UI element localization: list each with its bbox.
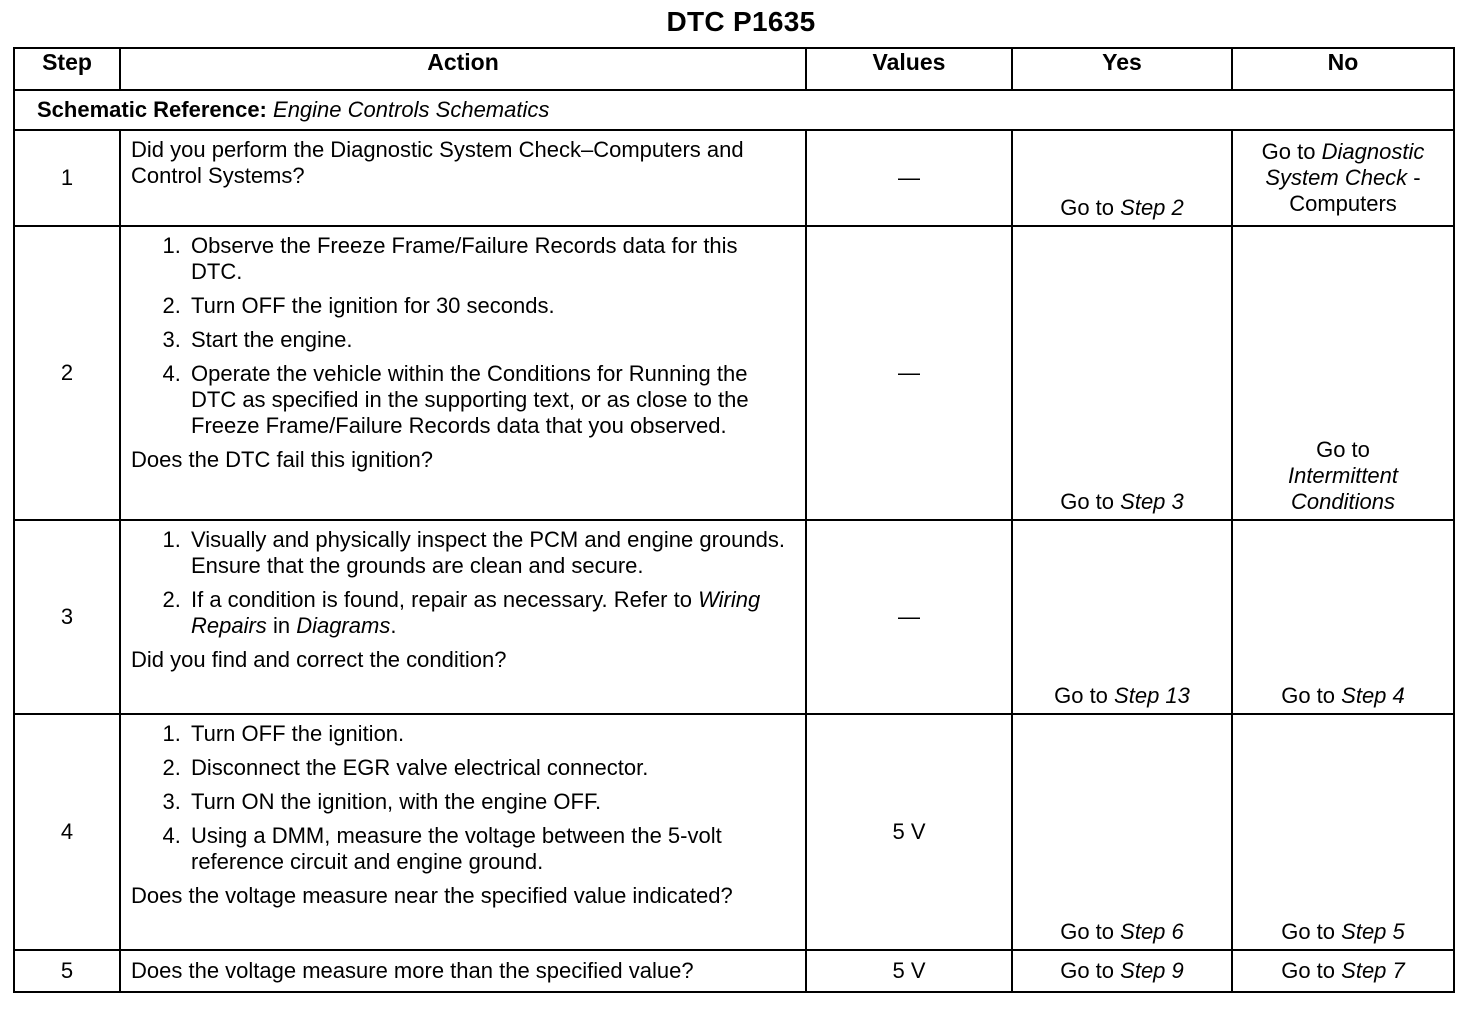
yes-target-link[interactable]: Step 9 [1120, 958, 1184, 983]
step-number: 4 [14, 714, 120, 950]
table-row [14, 950, 1454, 992]
no-cell[interactable] [1232, 950, 1454, 992]
action-steps-list [131, 527, 793, 639]
no-cell[interactable] [1232, 130, 1454, 226]
list-item: 3. Turn ON the ignition, with the engine OFF. [187, 789, 793, 815]
go-to-label: Go to [1281, 919, 1336, 944]
table-row [14, 520, 1454, 714]
list-item: 1. Turn OFF the ignition. [187, 721, 793, 747]
header-values: Values [806, 48, 1012, 90]
header-row [14, 48, 1454, 90]
action-cell [120, 226, 806, 520]
no-cell[interactable] [1232, 714, 1454, 950]
list-item: 4. Using a DMM, measure the voltage between the 5-volt reference circuit and engine ground. [187, 823, 793, 875]
no-cell[interactable] [1232, 226, 1454, 520]
header-action: Action [120, 48, 806, 90]
question-text: Did you perform the Diagnostic System Check–Computers and Control Systems? [131, 137, 744, 188]
action-cell [120, 714, 806, 950]
list-item: 2. If a condition is found, repair as necessary. Refer to Wiring Repairs in Diagrams. [187, 587, 793, 639]
list-item: 1. Visually and physically inspect the PCM and engine grounds. Ensure that the grounds are clean and secure. [187, 527, 793, 579]
value-cell: 5 V [806, 950, 1012, 992]
schematic-reference-link[interactable]: Engine Controls Schematics [273, 97, 550, 122]
diagrams-link[interactable]: Diagrams [296, 613, 391, 638]
item-text: If a condition is found, repair as necessary. Refer to [191, 587, 692, 612]
go-to-label: Go to [1060, 919, 1115, 944]
yes-cell[interactable] [1012, 130, 1232, 226]
yes-cell[interactable] [1012, 226, 1232, 520]
table-row [14, 130, 1454, 226]
yes-cell[interactable] [1012, 714, 1232, 950]
no-target-link[interactable]: Step 4 [1341, 683, 1405, 708]
action-cell [120, 950, 806, 992]
yes-target-link[interactable]: Step 2 [1120, 195, 1184, 220]
header-yes: Yes [1012, 48, 1232, 90]
yes-cell[interactable] [1012, 520, 1232, 714]
step-number: 1 [14, 130, 120, 226]
no-target-link[interactable]: Diagnostic System Check [1265, 139, 1425, 190]
table-row [14, 714, 1454, 950]
question-text: Does the DTC fail this ignition? [131, 447, 434, 472]
yes-target-link[interactable]: Step 6 [1120, 919, 1184, 944]
go-to-label: Go to [1316, 437, 1370, 462]
action-cell [120, 520, 806, 714]
go-to-label: Go to [1281, 683, 1336, 708]
list-item: 2. Turn OFF the ignition for 30 seconds. [187, 293, 793, 319]
no-target-link[interactable]: Step 7 [1341, 958, 1405, 983]
schematic-reference-label: Schematic Reference: [37, 97, 267, 122]
question-text: Does the voltage measure more than the specified value? [131, 958, 694, 983]
yes-target-link[interactable]: Step 3 [1120, 489, 1184, 514]
yes-cell[interactable] [1012, 950, 1232, 992]
no-target-link-suffix[interactable]: Computers [1289, 191, 1397, 216]
go-to-label: Go to [1060, 195, 1115, 220]
value-cell: — [806, 520, 1012, 714]
value-cell: 5 V [806, 714, 1012, 950]
page-title: DTC P1635 [666, 6, 816, 37]
no-target-separator: - [1407, 165, 1421, 190]
schematic-reference [14, 90, 1454, 130]
go-to-label: Go to [1281, 958, 1336, 983]
wiring-repairs-link[interactable]: Wiring Repairs [191, 587, 761, 638]
list-item: 1. Observe the Freeze Frame/Failure Records data for this DTC. [187, 233, 793, 285]
no-target-link[interactable]: Intermittent Conditions [1287, 463, 1399, 514]
step-number: 2 [14, 226, 120, 520]
go-to-label: Go to [1261, 139, 1316, 164]
yes-target-link[interactable]: Step 13 [1114, 683, 1190, 708]
no-target-link[interactable]: Step 5 [1341, 919, 1405, 944]
no-cell[interactable] [1232, 520, 1454, 714]
question-text: Did you find and correct the condition? [131, 647, 507, 672]
action-steps-list [131, 233, 793, 439]
header-step: Step [14, 48, 120, 90]
action-cell [120, 130, 806, 226]
diagnostic-table [13, 47, 1455, 993]
action-steps-list [131, 721, 793, 875]
go-to-label: Go to [1060, 489, 1115, 514]
step-number: 3 [14, 520, 120, 714]
list-item: 4. Operate the vehicle within the Conditions for Running the DTC as specified in the supporting text, or as close to the Freeze Frame/Failure Records data that you observed. [187, 361, 793, 439]
list-item: 2. Disconnect the EGR valve electrical connector. [187, 755, 793, 781]
go-to-label: Go to [1060, 958, 1115, 983]
question-text: Does the voltage measure near the specified value indicated? [131, 883, 733, 908]
header-no: No [1232, 48, 1454, 90]
value-cell: — [806, 130, 1012, 226]
list-item: 3. Start the engine. [187, 327, 793, 353]
schematic-reference-row [14, 90, 1454, 130]
step-number: 5 [14, 950, 120, 992]
go-to-label: Go to [1054, 683, 1108, 708]
table-row [14, 226, 1454, 520]
item-text: in [272, 613, 291, 638]
value-cell: — [806, 226, 1012, 520]
